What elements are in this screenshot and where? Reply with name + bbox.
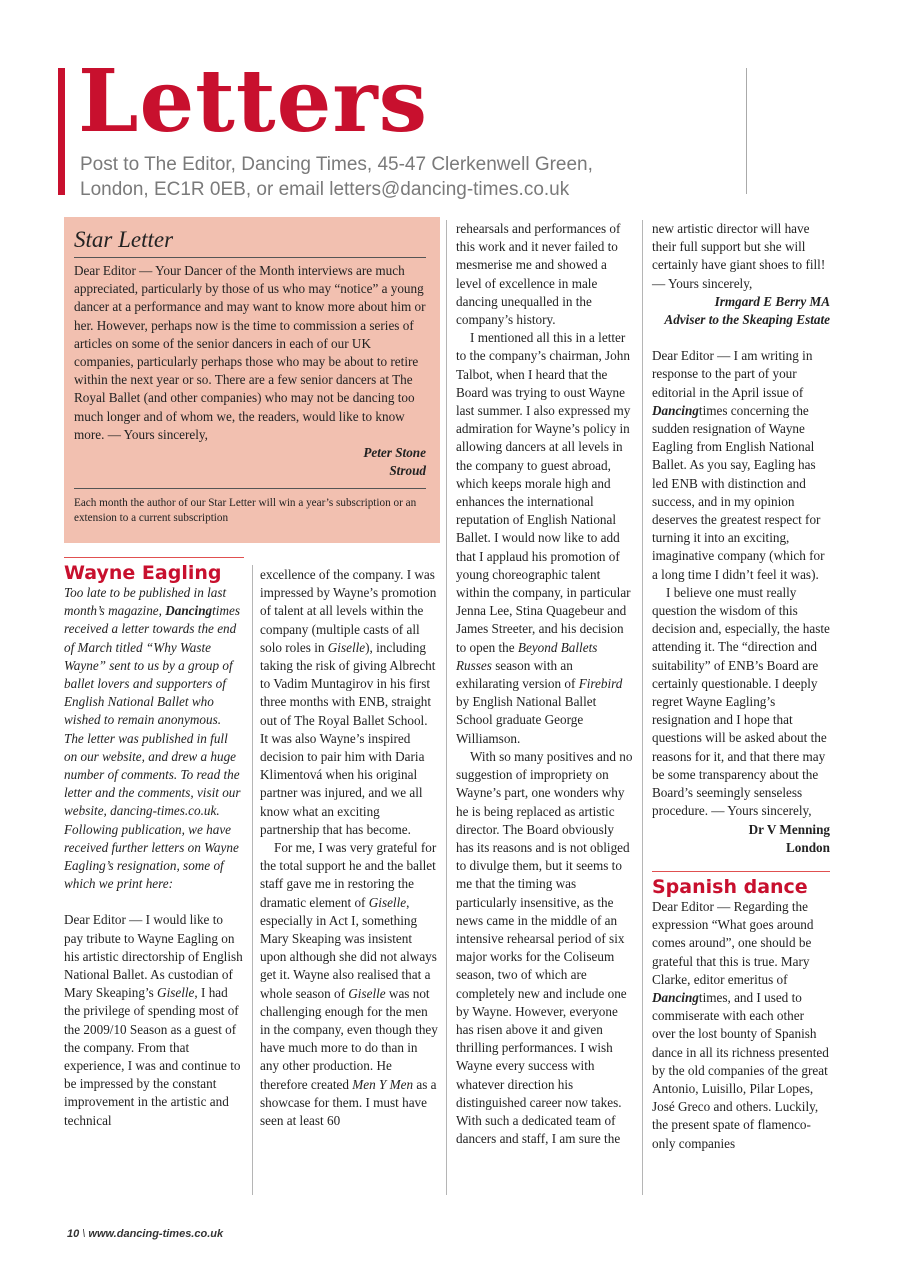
column-4 [652,220,830,1153]
letter-a-paragraph-4: rehearsals and performances of this work and it never failed to mesmerise me and showed a level of excellence in male dancing unequalled in the company’s history. [456,221,621,328]
star-letter-prize-note: Each month the author of our Star Letter will win a year’s subscription or an extension to a current subscription [74,488,426,526]
letter-a-signature-name: Irmgard E Berry MA [714,293,830,309]
letter-b-signature-place: London [786,839,830,855]
letter-b-signature-name: Dr V Menning [748,821,830,837]
star-letter-box [64,217,440,543]
column-2 [260,566,438,1130]
column-1 [64,557,244,1130]
letter-a-paragraph-7: new artistic director will have their full support but she will certainly have giant shoes to fill! — Yours sincerely, [652,221,826,291]
page-title: Letters [78,51,429,152]
column-3 [456,220,634,1148]
letter-a-paragraph-3: For me, I was very grateful for the total support he and the ballet staff gave me in restoring the dramatic element of Giselle, especially in Act I, something Mary Skeaping was insistent upon although she did not always get it. Wayne also realised that a whole season of Giselle was not challenging enough for the men in the company, even though they have much more to do than in any other production. He therefore created Men Y Men as a showcase for them. I must have seen at least 60 [260,840,438,1129]
letter-a-paragraph-6: With so many positives and no suggestion of impropriety on Wayne’s part, one wonders why he is being replaced as artistic director. The Board obviously has its reasons and is not obliged to divulge them, but it seems to me that the timing was particularly insensitive, as the news came in the middle of an intensive rehearsal period of six major works for the Coliseum season, two of which are completely new and include one by Wayne. However, everyone has risen above it and given thrilling performances. I wish Wayne every success with whatever direction his distinguished career now takes. With such a dedicated team of dancers and staff, I am sure the [456,748,633,1147]
page-number: 10 [67,1228,80,1240]
section-heading-spanish-dance: Spanish dance [652,875,808,898]
section-rule [652,871,830,872]
letter-b-paragraph-2: I believe one must really question the wisdom of this decision and, especially, the haste attending it. The “direction and suitability” of ENB’s Board are certainly questionable. I deeply regret Wayne Eagling’s resignation and I hope that questions will be asked about the reasons for it, and that there may be some transparency about the Board’s seemingly senseless procedure. — Yours sincerely, [652,584,830,819]
letter-b-paragraph-1: Dear Editor — I am writing in response to the part of your editorial in the April issue of Dancingtimes concerning the sudden resignation of Wayne Eagling from English National Ballet. As you say, Eagling has led ENB with distinction and success, and in my opinion deserves the greatest respect for turning it into an exciting, imaginative company (which for a long time I didn’t feel it was). [652,348,825,582]
letter-a-paragraph-2: excellence of the company. I was impressed by Wayne’s promotion of talent at all levels within the company (multiple casts of all solo roles in Giselle), including taking the risk of giving Albrecht to Vadim Muntagirov in his first three months with ENB, straight out of The Royal Ballet School. It was also Wayne’s inspired decision to pair him with Daria Klimentová when his original partner was injured, and we all know what an exciting partnership that has become. [260,567,437,837]
star-letter-body: Dear Editor — Your Dancer of the Month interviews are much appreciated, particularly by those of us who may “notice” a young dancer at a performance and may want to know more about him or her. However, perhaps now is the time to commission a series of articles on some of the senior dancers in each of our UK companies, particularly perhaps those who may be about to retire within the next year or so. There are a few senior dancers at The Royal Ballet (and other companies) who may not be dancing too much longer and of whom we, the readers, would like to know more. — Yours sincerely, [74,263,426,442]
star-letter-signature-place: Stroud [389,463,426,479]
letter-a-paragraph-5: I mentioned all this in a letter to the company’s chairman, John Talbot, when I heard that the Board was trying to oust Wayne last summer. I also expressed my admiration for Wayne’s policy in allowing dancers at all levels in the company to guest abroad, which keeps morale high and enhances the international reputation of English National Ballet. I would now like to add that I applaud his promotion of young choreographic talent within the company, in particular Jenna Lee, Stina Quagebeur and James Streeter, and his decision to open the Beyond Ballets Russes season with an exhilarating version of Firebird by English National Ballet School graduate George Williamson. [456,330,631,746]
submission-address [80,152,700,202]
page-footer [67,1228,223,1240]
section-heading-wayne-eagling: Wayne Eagling [64,562,222,584]
letter-a-signature-title: Adviser to the Skeaping Estate [664,312,830,328]
spanish-letter-body: Dear Editor — Regarding the expression “What goes around comes around”, one should be grateful that this is true. Mary Clarke, editor emeritus of Dancingtimes, and I used to commiserate with each other over the lost bounty of Spanish dance in all its richness presented by the old companies of the great Antonio, Luisillo, Pilar Lopes, José Greco and others. Luckily, the present spate of flamenco-only companies [652,898,829,1151]
address-line-1: Post to The Editor, Dancing Times, 45-47 Clerkenwell Green, [80,154,593,175]
star-letter-title: Star Letter [74,225,426,258]
column-divider [252,565,253,1195]
footer-url: www.dancing-times.co.uk [88,1228,224,1240]
header-divider [746,68,747,194]
star-letter-signature-name: Peter Stone [363,445,426,461]
address-line-2: London, EC1R 0EB, or email letters@dancing-times.co.uk [80,179,570,200]
editor-intro: Too late to be published in last month’s magazine, Dancingtimes received a letter towards the end of March titled “Why Waste Wayne” sent to us by a group of ballet lovers and supporters of English National Ballet who wished to remain anonymous. The letter was published in full on our website, and drew a huge number of comments. To read the letter and the comments, visit our website, dancing-times.co.uk. Following publication, we have received further letters on Wayne Eagling’s resignation, some of which we print here: [64,585,241,892]
letter-a-paragraph-1: Dear Editor — I would like to pay tribute to Wayne Eagling on his artistic directorship of English National Ballet. As custodian of Mary Skeaping’s Giselle, I had the privilege of spending most of the 2009/10 Season as a guest of the company. From that experience, I was and continue to be impressed by the constant improvement in the artistic and technical [64,912,243,1128]
section-rule [64,557,244,558]
column-divider [446,220,447,1195]
title-accent-bar [58,68,65,195]
column-divider [642,220,643,1195]
footer-separator: \ [79,1228,89,1240]
